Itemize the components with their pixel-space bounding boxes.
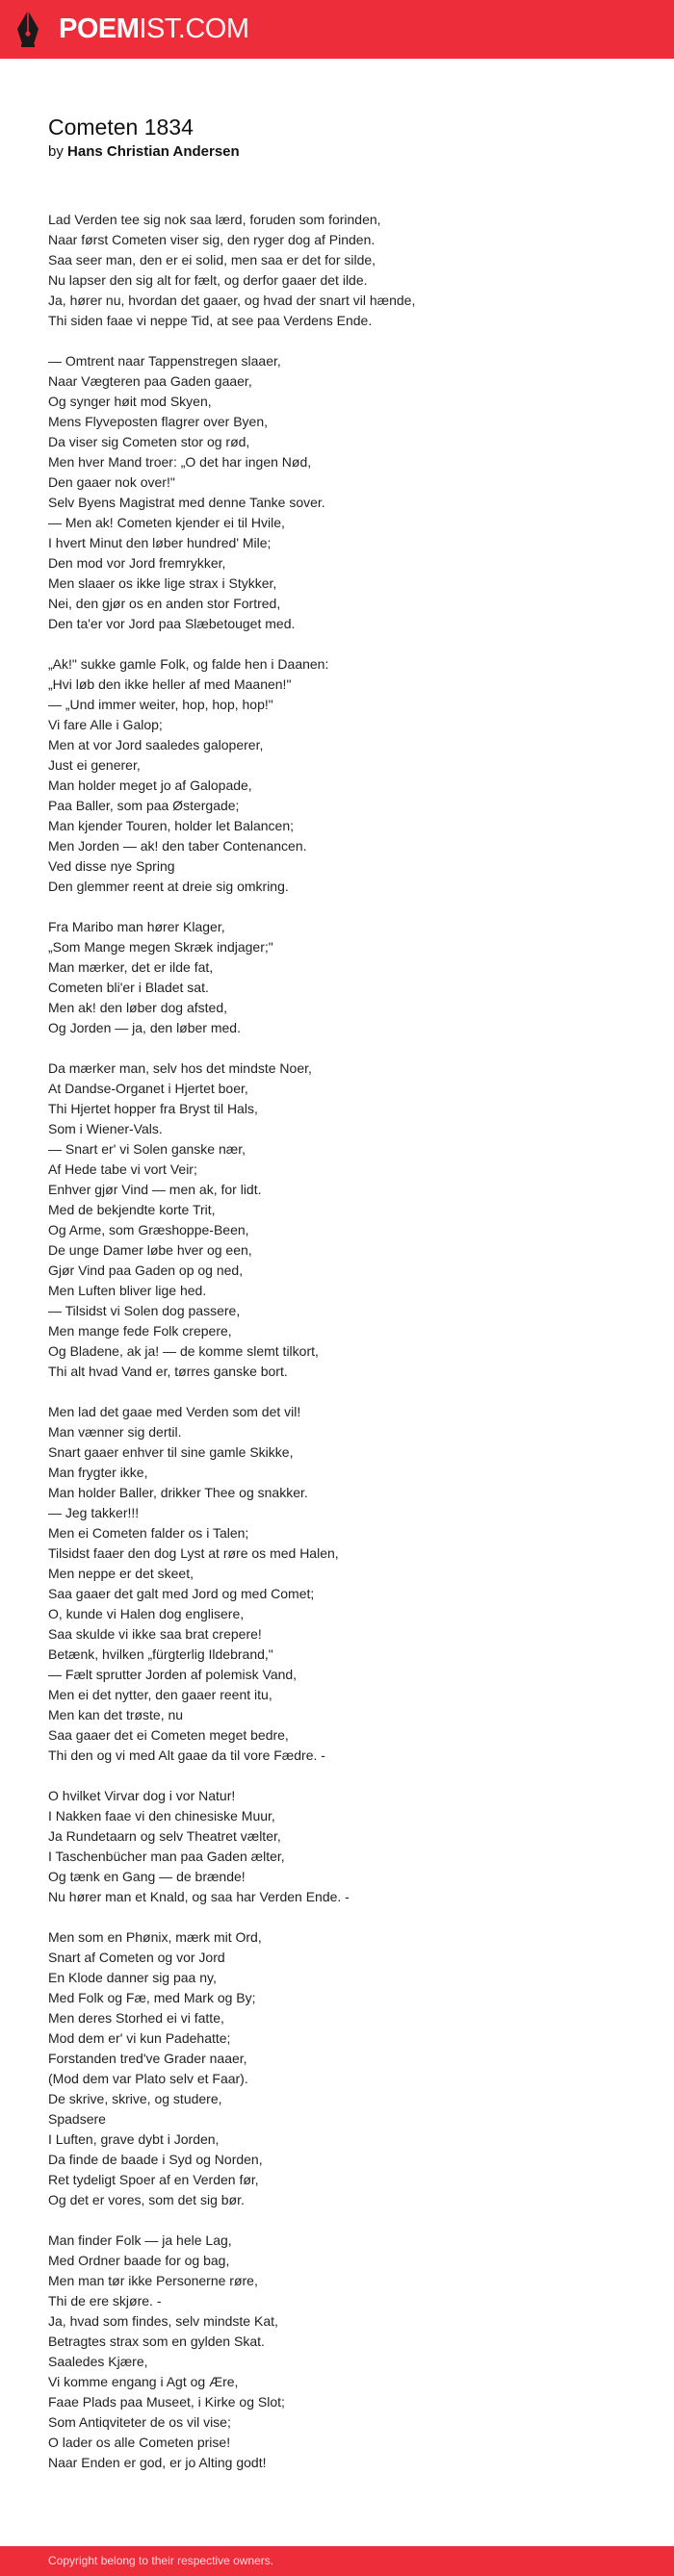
poem-line: Faae Plads paa Museet, i Kirke og Slot; <box>48 2394 285 2410</box>
poem-line: — Jeg takker!!! <box>48 1505 140 1520</box>
poem-line: Cometen bli'er i Bladet sat. <box>48 980 209 995</box>
poem-line: Saaledes Kjære, <box>48 2354 148 2369</box>
poem-line: — Fælt sprutter Jorden af polemisk Vand, <box>48 1667 298 1682</box>
poem-line: Med Folk og Fæ, med Mark og By; <box>48 1990 256 2005</box>
poem-line: Paa Baller, som paa Østergade; <box>48 798 240 813</box>
poem-line: Og Arme, som Græshoppe-Been, <box>48 1222 249 1237</box>
poem-line: Vi komme engang i Agt og Ære, <box>48 2374 239 2389</box>
poem-line: Vi fare Alle i Galop; <box>48 717 163 732</box>
poem-stanza <box>48 1927 626 2210</box>
poem-line: De skrive, skrive, og studere, <box>48 2091 222 2106</box>
poem-line: Ja Rundetaarn og selv Theatret vælter, <box>48 1828 281 1844</box>
poem-line: Just ei generer, <box>48 757 141 773</box>
poem-line: Spadsere <box>48 2111 106 2127</box>
poem-line: Naar Vægteren paa Gaden gaaer, <box>48 373 252 389</box>
poem-line: Snart gaaer enhver til sine gamle Skikke, <box>48 1444 294 1460</box>
poem-line: At Dandse-Organet i Hjertet boer, <box>48 1081 248 1096</box>
poem-line: Thi Hjertet hopper fra Bryst til Hals, <box>48 1101 258 1116</box>
poem-line: Man vænner sig dertil. <box>48 1424 182 1440</box>
poem-line: Thi den og vi med Alt gaae da til vore Fædre. - <box>48 1747 325 1763</box>
poem-line: Men Luften bliver lige hed. <box>48 1283 207 1298</box>
poem-line: Ved disse nye Spring <box>48 858 175 874</box>
poem-line: O, kunde vi Halen dog englisere, <box>48 1606 245 1621</box>
poem-line: Betænk, hvilken „fürgterlig Ildebrand," <box>48 1646 273 1662</box>
poem-line: Men mange fede Folk crepere, <box>48 1323 232 1339</box>
poem-line: Da finde de baade i Syd og Norden, <box>48 2152 263 2167</box>
poem-line: Ja, hvad som findes, selv mindste Kat, <box>48 2313 278 2329</box>
poem-line: Og synger høit mod Skyen, <box>48 394 212 409</box>
poem-line: Mod dem er' vi kun Padehatte; <box>48 2030 231 2046</box>
poem-line: I Luften, grave dybt i Jorden, <box>48 2131 220 2147</box>
poem-line: Men som en Phønix, mærk mit Ord, <box>48 1929 262 1945</box>
poem-line: I Taschenbücher man paa Gaden ælter, <box>48 1849 285 1864</box>
poem-line: Thi siden faae vi neppe Tid, at see paa Verdens Ende. <box>48 313 373 328</box>
poem-stanza <box>48 1058 626 1382</box>
poem-line: Men hver Mand troer: „O det har ingen Nød, <box>48 454 312 470</box>
poem-line: Nei, den gjør os en anden stor Fortred, <box>48 596 281 611</box>
poem-line: Som Antiqviteter de os vil vise; <box>48 2414 231 2430</box>
poem-line: O hvilket Virvar dog i vor Natur! <box>48 1788 236 1803</box>
poem-stanza <box>48 917 626 1038</box>
poem-line: Forstanden tred've Grader naaer, <box>48 2051 247 2066</box>
poem-line: Af Hede tabe vi vort Veir; <box>48 1161 197 1177</box>
poem-line: Lad Verden tee sig nok saa lærd, foruden som forinden, <box>48 212 381 227</box>
poem-line: Fra Maribo man hører Klager, <box>48 919 225 934</box>
site-logo-link[interactable] <box>59 13 249 44</box>
copyright-notice: Copyright belong to their respective owners. <box>48 2554 274 2567</box>
poem-line: Den gaaer nok over!" <box>48 474 175 490</box>
poem-line: Men man tør ikke Personerne røre, <box>48 2273 258 2288</box>
top-bar <box>0 0 674 59</box>
poem-line: Nu hører man et Knald, og saa har Verden Ende. - <box>48 1889 350 1904</box>
logo-bold-text: POEM <box>59 13 140 44</box>
poem-line: En Klode danner sig paa ny, <box>48 1970 217 1985</box>
byline-prefix: by <box>48 143 64 160</box>
poem-line: Man kjender Touren, holder let Balancen; <box>48 818 295 833</box>
author-name[interactable]: Hans Christian Andersen <box>67 143 240 160</box>
poem-stanza <box>48 1402 626 1766</box>
poem-line: „Ak!" sukke gamle Folk, og falde hen i Daanen: <box>48 656 329 672</box>
footer-bar <box>0 2546 674 2576</box>
poem-stanza <box>48 1786 626 1907</box>
poem-line: Og Jorden — ja, den løber med. <box>48 1020 241 1035</box>
pen-nib-icon[interactable] <box>15 10 40 48</box>
poem-line: — Snart er' vi Solen ganske nær, <box>48 1141 246 1157</box>
poem-line: Men Jorden — ak! den taber Contenancen. <box>48 838 307 854</box>
poem-line: Selv Byens Magistrat med denne Tanke sover. <box>48 495 325 510</box>
poem-line: Tilsidst faaer den dog Lyst at røre os med Halen, <box>48 1545 339 1561</box>
poem-line: Den glemmer reent at dreie sig omkring. <box>48 879 289 894</box>
poem-line: Naar Enden er god, er jo Alting godt! <box>48 2455 267 2470</box>
poem-line: Thi alt hvad Vand er, tørres ganske bort. <box>48 1364 288 1379</box>
poem-line: Mens Flyveposten flagrer over Byen, <box>48 414 268 429</box>
poem-line: Den mod vor Jord fremrykker, <box>48 555 226 571</box>
poem-stanza <box>48 654 626 897</box>
poem-content <box>48 114 626 2493</box>
poem-line: Ja, hører nu, hvordan det gaaer, og hvad der snart vil hænde, <box>48 293 416 308</box>
poem-line: Thi de ere skjøre. - <box>48 2293 162 2308</box>
poem-line: Ret tydeligt Spoer af en Verden før, <box>48 2172 259 2187</box>
poem-line: Og tænk en Gang — de brænde! <box>48 1869 246 1884</box>
poem-line: O lader os alle Cometen prise! <box>48 2435 231 2450</box>
poem-line: Men ak! den løber dog afsted, <box>48 1000 227 1015</box>
poem-line: — Omtrent naar Tappenstregen slaaer, <box>48 353 281 369</box>
poem-line: Nu lapser den sig alt for fælt, og derfor gaaer det ilde. <box>48 272 368 288</box>
poem-line: Enhver gjør Vind — men ak, for lidt. <box>48 1182 262 1197</box>
poem-line: Og det er vores, som det sig bør. <box>48 2192 245 2207</box>
poem-line: Gjør Vind paa Gaden op og ned, <box>48 1262 244 1278</box>
poem-line: — Tilsidst vi Solen dog passere, <box>48 1303 241 1318</box>
poem-line: Saa skulde vi ikke saa brat crepere! <box>48 1626 262 1642</box>
poem-line: Betragtes strax som en gylden Skat. <box>48 2334 265 2349</box>
poem-line: Men slaaer os ikke lige strax i Stykker, <box>48 575 277 591</box>
poem-line: De unge Damer løbe hver og een, <box>48 1242 252 1258</box>
poem-line: I hvert Minut den løber hundred' Mile; <box>48 535 272 550</box>
poem-title: Cometen 1834 <box>48 115 194 140</box>
poem-line: Men ei det nytter, den gaaer reent itu, <box>48 1687 272 1702</box>
poem-stanza <box>48 2231 626 2473</box>
byline <box>48 142 626 162</box>
poem-line: Saa gaaer det ei Cometen meget bedre, <box>48 1727 289 1743</box>
poem-line: Man finder Folk — ja hele Lag, <box>48 2232 232 2248</box>
poem-line: Saa seer man, den er ei solid, men saa er det for silde, <box>48 252 376 268</box>
poem-line: Da mærker man, selv hos det mindste Noer, <box>48 1060 312 1076</box>
logo-light-text: IST.COM <box>139 13 249 44</box>
poem-line: Med de bekjendte korte Trit, <box>48 1202 216 1217</box>
poem-line: Som i Wiener-Vals. <box>48 1121 163 1136</box>
poem-line: Men deres Storhed ei vi fatte, <box>48 2010 224 2026</box>
poem-line: — Men ak! Cometen kjender ei til Hvile, <box>48 515 285 530</box>
poem-line: Den ta'er vor Jord paa Slæbetouget med. <box>48 616 296 631</box>
poem-line: Da viser sig Cometen stor og rød, <box>48 434 250 449</box>
poem-line: I Nakken faae vi den chinesiske Muur, <box>48 1808 275 1824</box>
poem-stanza <box>48 351 626 634</box>
poem-line: Men lad det gaae med Verden som det vil! <box>48 1404 301 1419</box>
poem-line: „Hvi løb den ikke heller af med Maanen!" <box>48 676 292 692</box>
poem-line: Men ei Cometen falder os i Talen; <box>48 1525 249 1541</box>
poem-line: Men neppe er det skeet, <box>48 1566 194 1581</box>
poem-line: Man mærker, det er ilde fat, <box>48 959 214 975</box>
poem-line: Naar først Cometen viser sig, den ryger dog af Pinden. <box>48 232 376 247</box>
poem-line: Man holder meget jo af Galopade, <box>48 778 252 793</box>
poem-line: — „Und immer weiter, hop, hop, hop!" <box>48 697 273 712</box>
poem-line: Man frygter ikke, <box>48 1465 148 1480</box>
poem-body <box>48 210 626 2473</box>
poem-line: Med Ordner baade for og bag, <box>48 2253 230 2268</box>
poem-line: (Mod dem var Plato selv et Faar). <box>48 2071 248 2086</box>
poem-stanza <box>48 210 626 331</box>
poem-line: Og Bladene, ak ja! — de komme slemt tilkort, <box>48 1343 319 1359</box>
poem-line: Saa gaaer det galt med Jord og med Comet; <box>48 1586 315 1601</box>
poem-line: Men at vor Jord saaledes galoperer, <box>48 737 264 752</box>
poem-line: Man holder Baller, drikker Thee og snakker. <box>48 1485 308 1500</box>
poem-line: Snart af Cometen og vor Jord <box>48 1950 225 1965</box>
poem-line: Men kan det trøste, nu <box>48 1707 184 1722</box>
poem-line: „Som Mange megen Skræk indjager;" <box>48 939 273 955</box>
